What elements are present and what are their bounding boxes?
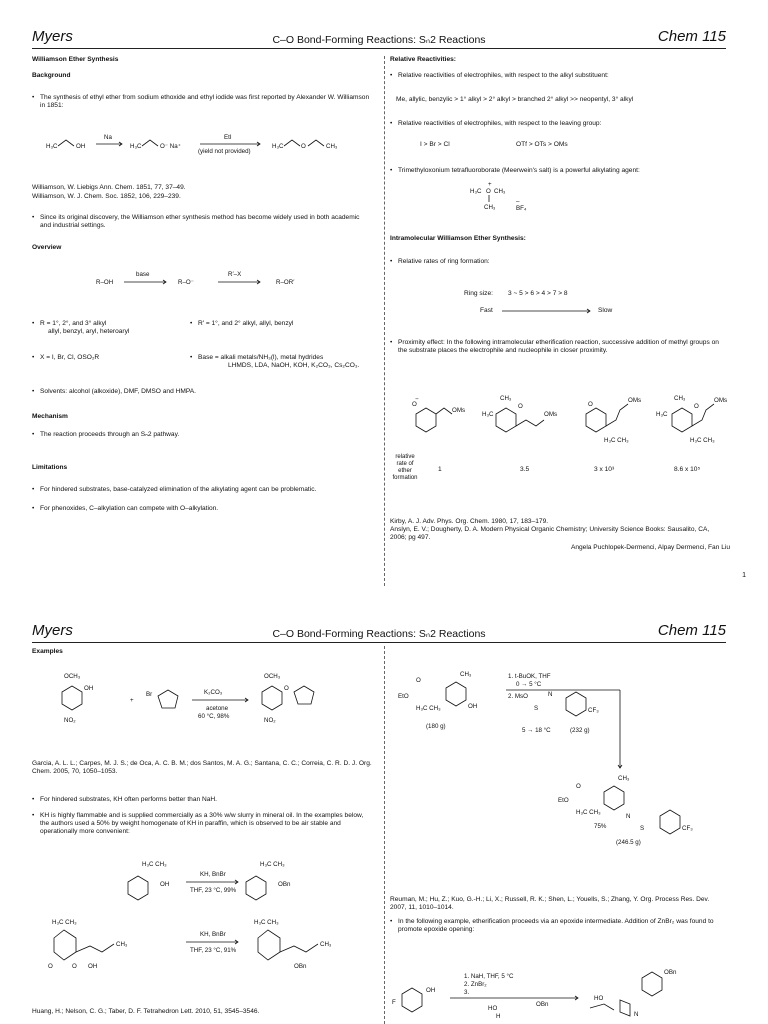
- reference-1: Williamson, W. Liebigs Ann. Chem. 1851, 77, 37–49.: [32, 184, 186, 191]
- svg-text:H₃C CH₃: H₃C CH₃: [690, 437, 715, 444]
- svg-text:KH, BnBr: KH, BnBr: [200, 931, 226, 938]
- svg-text:R–OH: R–OH: [96, 279, 114, 286]
- svg-text:OH: OH: [76, 143, 86, 150]
- svg-text:OH: OH: [84, 685, 94, 692]
- svg-text:O: O: [416, 677, 421, 684]
- svg-text:H₃C CH₃: H₃C CH₃: [52, 919, 77, 926]
- epoxide-note: • In the following example, etherification proceeds via an epoxide intermediate. Addition of ZnBr₂ was found to promote epoxide opening:: [398, 918, 728, 934]
- reference-anslyn: Anslyn, E. V.; Dougherty, D. A. Modern Physical Organic Chemistry; University Science Books: Sausalito, CA, 2006; pg 497.: [390, 526, 710, 542]
- reference-2: Williamson, W. J. Chem. Soc. 1852, 106, 229–239.: [32, 193, 181, 200]
- svg-text:HO: HO: [594, 995, 604, 1002]
- svg-text:HO: HO: [488, 1005, 498, 1012]
- reference-huang: Huang, H.; Nelson, C. G.; Taber, D. F. Tetrahedron Lett. 2010, 51, 3545–3546.: [32, 1008, 260, 1015]
- svg-text:CF₃: CF₃: [588, 707, 599, 714]
- svg-text:R–OR′: R–OR′: [276, 279, 295, 286]
- kh-note-1: • For hindered substrates, KH often performs better than NaH.: [40, 796, 217, 804]
- svg-text:2. MsO: 2. MsO: [508, 693, 528, 700]
- svg-text:0 → 5 °C: 0 → 5 °C: [516, 681, 542, 688]
- svg-text:THF, 23 °C, 99%: THF, 23 °C, 99%: [190, 887, 237, 894]
- reactivity-alkyl-order: Me, allylic, benzylic > 1° alkyl > 2° alkyl > branched 2° alkyl >> neopentyl, 3° alkyl: [396, 96, 634, 103]
- svg-text:R′–X: R′–X: [228, 271, 242, 278]
- rate-value: 3.5: [520, 466, 530, 473]
- svg-text:O: O: [694, 403, 699, 410]
- fast-label: Fast: [480, 307, 493, 314]
- relative-rate-label: relative rate of ether formation: [392, 454, 418, 481]
- svg-text:(180 g): (180 g): [426, 723, 446, 730]
- svg-text:OH: OH: [426, 987, 436, 994]
- svg-text:H₃C CH₃: H₃C CH₃: [142, 861, 167, 868]
- mechanism-heading: Mechanism: [32, 413, 68, 420]
- page1-left-column: [32, 56, 382, 586]
- header-course: Chem 115: [657, 28, 726, 45]
- svg-text:+: +: [130, 697, 134, 704]
- reference-reuman: Reuman, M.; Hu, Z.; Kuo, G.-H.; Li, X.; Russell, R. K.; Shen, L.; Youells, S.; Zhang, Y. Org. Process Res. Dev. 2007, 11, 1010–1014.: [390, 896, 710, 912]
- svg-text:OCH₃: OCH₃: [64, 673, 81, 680]
- header-author: Myers: [32, 28, 73, 45]
- page2-right-column: [390, 648, 730, 1024]
- page-header: [32, 620, 726, 648]
- base-definition: • Base = alkali metals/NH₃(l), metal hydrides: [198, 354, 323, 362]
- svg-text:2. ZnBr₂: 2. ZnBr₂: [464, 981, 487, 988]
- page1-right-column: [390, 56, 730, 586]
- svg-text:H₃C: H₃C: [470, 188, 482, 195]
- svg-text:–: –: [516, 198, 520, 205]
- example-4-scheme: [390, 668, 730, 888]
- limitations-heading: Limitations: [32, 464, 68, 471]
- limitation-1: • For hindered substrates, base-catalyzed elimination of the alkylating agent can be problematic.: [40, 486, 316, 494]
- header-title: C–O Bond-Forming Reactions: Sₙ2 Reactions: [272, 34, 486, 46]
- solvents-line: • Solvents: alcohol (alkoxide), DMF, DMSO and HMPA.: [40, 388, 196, 396]
- svg-text:R–O⁻: R–O⁻: [178, 279, 194, 286]
- r-definition: • R = 1°, 2°, and 3° alkyl: [40, 320, 106, 328]
- halide-order: I > Br > Cl: [420, 141, 450, 148]
- svg-text:OMs: OMs: [628, 397, 642, 404]
- meerwein-salt-structure: [470, 182, 550, 218]
- example-1-scheme: [32, 670, 382, 742]
- svg-text:O: O: [72, 963, 77, 970]
- svg-text:NO₂: NO₂: [264, 717, 276, 724]
- meerwein-text: • Trimethyloxonium tetrafluoroborate (Meerwein's salt) is a powerful alkylating agent:: [398, 167, 640, 175]
- svg-text:OBn: OBn: [294, 963, 307, 970]
- svg-text:Br: Br: [146, 691, 153, 698]
- svg-text:H₃C CH₃: H₃C CH₃: [576, 809, 601, 816]
- svg-text:S: S: [640, 825, 645, 832]
- svg-text:O: O: [412, 401, 417, 408]
- svg-text:H₃C CH₃: H₃C CH₃: [260, 861, 285, 868]
- reactivity-leaving-group: • Relative reactivities of electrophiles, with respect to the leaving group:: [398, 120, 601, 128]
- svg-text:THF, 23 °C, 91%: THF, 23 °C, 91%: [190, 947, 237, 954]
- svg-text:OBn: OBn: [664, 969, 677, 976]
- section-title: Williamson Ether Synthesis: [32, 56, 119, 63]
- rate-value: 3 x 10³: [594, 466, 615, 473]
- svg-text:F: F: [392, 999, 396, 1006]
- svg-text:H₃C: H₃C: [272, 143, 284, 150]
- svg-text:OBn: OBn: [278, 881, 291, 888]
- svg-text:OMs: OMs: [544, 411, 558, 418]
- svg-text:CH₃: CH₃: [116, 941, 128, 948]
- svg-text:KH, BnBr: KH, BnBr: [200, 871, 226, 878]
- svg-text:CH₃: CH₃: [484, 204, 496, 211]
- svg-text:O: O: [284, 685, 289, 692]
- page-number: 1: [742, 572, 746, 579]
- slow-label: Slow: [598, 307, 613, 314]
- base-definition-2: LHMDS, LDA, NaOH, KOH, K₂CO₃, Cs₂CO₃.: [228, 362, 360, 369]
- svg-text:H₃C CH₃: H₃C CH₃: [604, 437, 629, 444]
- svg-text:+: +: [488, 181, 492, 188]
- ring-size-label: Ring size:: [464, 290, 493, 297]
- svg-text:(yield not provided): (yield not provided): [198, 148, 251, 155]
- example-2-scheme: [32, 858, 382, 912]
- svg-text:BF₄: BF₄: [516, 205, 527, 212]
- kh-note-2: • KH is highly flammable and is supplied commercially as a 30% w/w slurry in mineral oil. In the examples below, the authors used a 50% by weight homogenate of KH in paraffin, which is observed to be air stable and operationally more convenient:: [40, 812, 370, 837]
- since-text: • Since its original discovery, the Williamson ether synthesis method has become widely used in both academic and industrial settings.: [40, 214, 370, 230]
- svg-text:O: O: [48, 963, 53, 970]
- examples-heading: Examples: [32, 648, 63, 655]
- svg-text:EtO: EtO: [558, 797, 569, 804]
- svg-text:5 → 18 °C: 5 → 18 °C: [522, 727, 551, 734]
- ring-rates-text: • Relative rates of ring formation:: [398, 258, 490, 266]
- svg-text:CH₃: CH₃: [460, 671, 472, 678]
- svg-text:OMs: OMs: [714, 397, 728, 404]
- svg-text:−: −: [415, 396, 419, 403]
- header-course: Chem 115: [657, 622, 726, 639]
- relative-reactivities-heading: Relative Reactivities:: [390, 56, 456, 63]
- page2-left-column: [32, 648, 382, 1024]
- overview-heading: Overview: [32, 244, 62, 251]
- page-2: [0, 612, 768, 1024]
- svg-text:CF₃: CF₃: [682, 825, 693, 832]
- svg-text:1. NaH, THF, 5 °C: 1. NaH, THF, 5 °C: [464, 973, 514, 980]
- williamson-scheme: [32, 120, 382, 160]
- svg-text:OMs: OMs: [452, 407, 466, 414]
- rate-value: 8.6 x 10⁵: [674, 466, 701, 473]
- svg-text:OBn: OBn: [536, 1001, 549, 1008]
- svg-text:N: N: [548, 691, 553, 698]
- svg-text:(246.5 g): (246.5 g): [616, 839, 641, 846]
- rprime-definition: • R′ = 1°, and 2° alkyl, allyl, benzyl: [198, 320, 293, 328]
- svg-text:H₃C CH₃: H₃C CH₃: [416, 705, 441, 712]
- rate-arrow: [498, 307, 598, 317]
- page-header: [32, 26, 726, 54]
- mechanism-text: • The reaction proceeds through an Sₙ2 pathway.: [40, 431, 179, 439]
- svg-text:CH₃: CH₃: [326, 143, 338, 150]
- svg-text:O: O: [486, 188, 491, 195]
- limitation-2: • For phenoxides, C–alkylation can compete with O–alkylation.: [40, 505, 218, 513]
- svg-text:60 °C, 98%: 60 °C, 98%: [198, 713, 230, 720]
- svg-text:H₃C: H₃C: [482, 411, 494, 418]
- background-heading: Background: [32, 72, 71, 79]
- header-title: C–O Bond-Forming Reactions: Sₙ2 Reactions: [272, 628, 486, 640]
- svg-text:75%: 75%: [594, 823, 607, 830]
- proximity-substrates: [390, 392, 730, 450]
- svg-text:O⁻ Na⁺: O⁻ Na⁺: [160, 143, 181, 150]
- r-definition-2: allyl, benzyl, aryl, heteroaryl: [48, 328, 130, 335]
- svg-text:acetone: acetone: [206, 705, 229, 712]
- svg-text:3.: 3.: [464, 989, 470, 996]
- svg-text:N: N: [626, 813, 631, 820]
- svg-text:base: base: [136, 271, 150, 278]
- svg-text:H: H: [496, 1013, 501, 1020]
- svg-text:1. t-BuOK, THF: 1. t-BuOK, THF: [508, 673, 551, 680]
- x-definition: • X = I, Br, Cl, OSO₂R: [40, 354, 99, 362]
- example-3-scheme: [32, 916, 382, 980]
- background-text: • The synthesis of ethyl ether from sodium ethoxide and ethyl iodide was first reported by Alexander W. Williamson in 1851:: [40, 94, 370, 110]
- header-rule: [32, 642, 726, 643]
- svg-text:S: S: [534, 705, 539, 712]
- header-rule: [32, 48, 726, 49]
- svg-text:EtI: EtI: [224, 134, 232, 141]
- reactivity-alkyl: • Relative reactivities of electrophiles, with respect to the alkyl substituent:: [398, 72, 609, 80]
- svg-text:CH₃: CH₃: [674, 395, 686, 402]
- svg-text:CH₃: CH₃: [494, 188, 506, 195]
- svg-text:NO₂: NO₂: [64, 717, 76, 724]
- svg-text:CH₃: CH₃: [500, 395, 512, 402]
- svg-text:H₃C: H₃C: [46, 143, 58, 150]
- svg-text:OCH₃: OCH₃: [264, 673, 281, 680]
- svg-text:O: O: [518, 403, 523, 410]
- svg-text:CH₃: CH₃: [320, 941, 332, 948]
- overview-scheme: [32, 266, 382, 300]
- svg-text:H₃C CH₃: H₃C CH₃: [254, 919, 279, 926]
- svg-text:H₃C: H₃C: [130, 143, 142, 150]
- svg-text:OH: OH: [88, 963, 98, 970]
- rate-value: 1: [438, 466, 442, 473]
- svg-text:CH₃: CH₃: [618, 775, 630, 782]
- svg-text:O: O: [576, 783, 581, 790]
- svg-text:OH: OH: [468, 703, 478, 710]
- svg-text:O: O: [588, 401, 593, 408]
- example-5-scheme: [390, 964, 730, 1024]
- svg-text:H₃C: H₃C: [656, 411, 668, 418]
- header-author: Myers: [32, 622, 73, 639]
- svg-text:K₂CO₃: K₂CO₃: [204, 689, 223, 696]
- reference-garcia: Garcia, A. L. L.; Carpes, M. J. S.; de Oca, A. C. B. M.; dos Santos, M. A. G.; Santana, C. C.; Correia, C. R. D. J. Org. Chem. 2005, 70, 1050–1053.: [32, 760, 372, 776]
- svg-text:EtO: EtO: [398, 693, 409, 700]
- svg-text:N: N: [634, 1011, 639, 1018]
- proximity-text: • Proximity effect: In the following intramolecular etherification reaction, successive addition of methyl groups on the substrate places the electrophile and nucleophile in closer proximity.: [398, 339, 728, 355]
- svg-text:OH: OH: [160, 881, 170, 888]
- ring-size-order: 3 ~ 5 > 6 > 4 > 7 > 8: [508, 290, 568, 297]
- svg-text:(232 g): (232 g): [570, 727, 590, 734]
- sulfonate-order: OTf > OTs > OMs: [516, 141, 568, 148]
- author-credits: Angela Puchlopek-Dermenci, Alpay Dermenci, Fan Liu: [570, 544, 730, 551]
- svg-text:Na: Na: [104, 134, 112, 141]
- svg-text:O: O: [301, 143, 306, 150]
- intramolecular-heading: Intramolecular Williamson Ether Synthesis:: [390, 235, 526, 242]
- reference-kirby: Kirby, A. J. Adv. Phys. Org. Chem. 1980, 17, 183–179.: [390, 518, 549, 525]
